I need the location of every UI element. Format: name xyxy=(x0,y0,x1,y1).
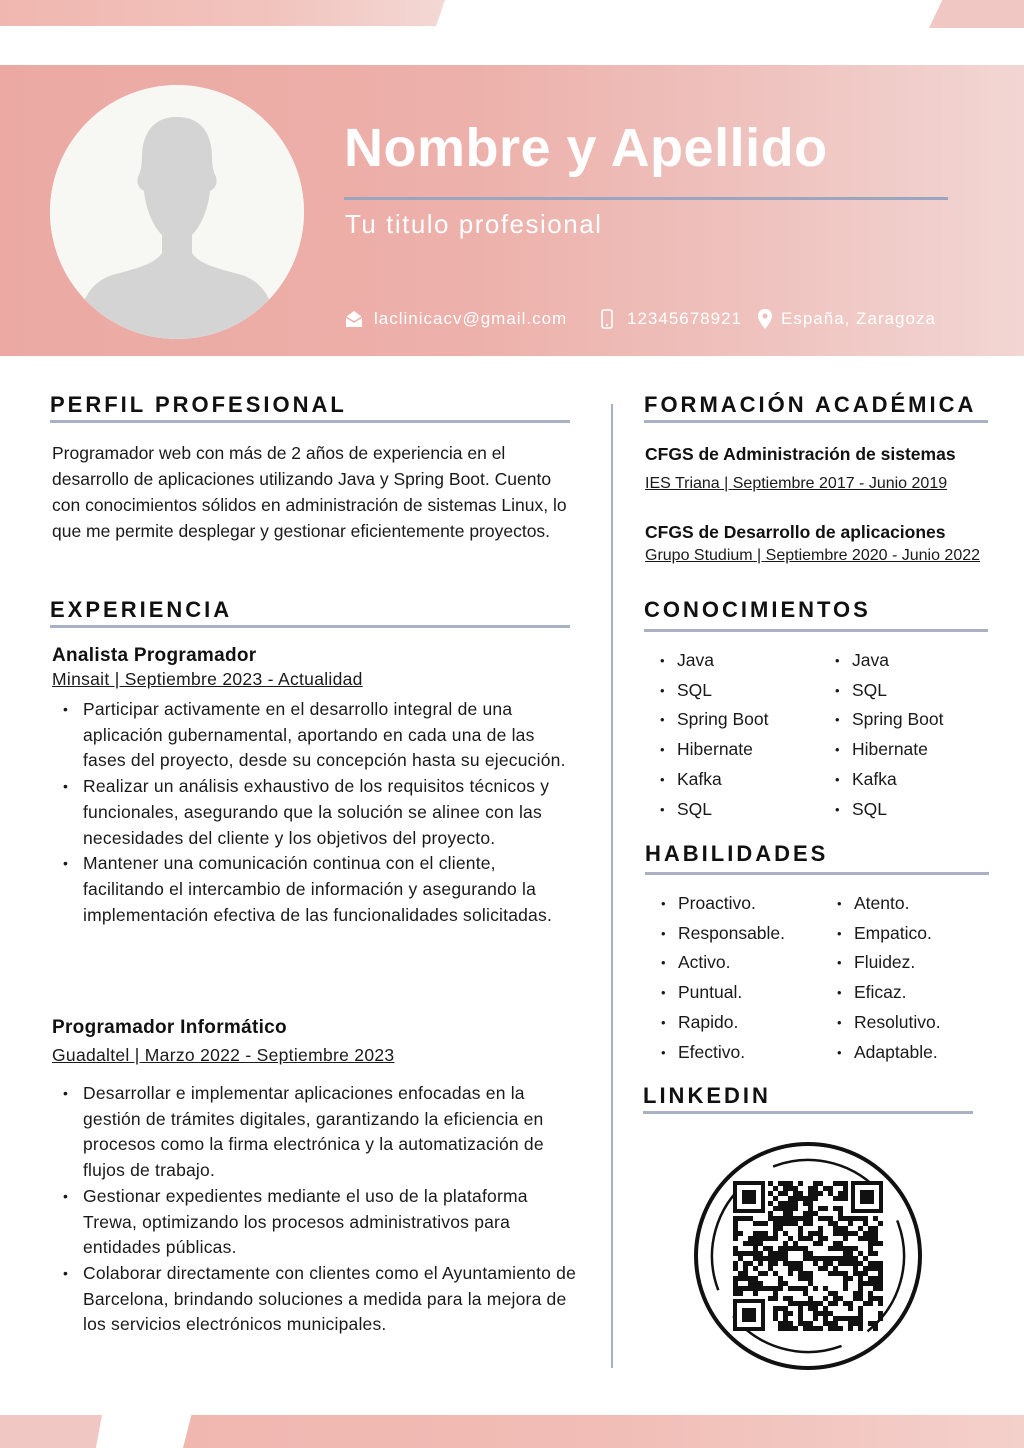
list-item: • Responsable. xyxy=(661,919,785,949)
list-item: • Rapido. xyxy=(661,1008,785,1038)
job-bullets xyxy=(52,697,577,928)
email-text: laclinicacv@gmail.com xyxy=(374,309,568,328)
list-item: • Gestionar expedientes mediante el uso de la plataforma Trewa, optimizando los procesos administrativos para entidades públicas. xyxy=(52,1184,577,1261)
list-item: • SQL xyxy=(835,676,943,706)
profile-text: Programador web con más de 2 años de experiencia en el desarrollo de aplicaciones utilizando Java y Spring Boot. Cuento con conocimientos sólidos en administración de sistemas Linux, lo que me permite desplegar y gestionar eficientemente proyectos. xyxy=(52,443,567,541)
list-item: • Kafka xyxy=(835,765,943,795)
list-item: • SQL xyxy=(660,676,768,706)
list-item: • Spring Boot xyxy=(660,705,768,735)
job-bullets xyxy=(52,1081,577,1338)
job-company-dates: Minsait | Septiembre 2023 - Actualidad xyxy=(52,669,363,689)
list-item: • Kafka xyxy=(660,765,768,795)
contact-phone[interactable] xyxy=(597,307,742,331)
experience-heading: EXPERIENCIA xyxy=(50,597,233,622)
knowledge-list-col2 xyxy=(835,646,943,824)
list-item: • Puntual. xyxy=(661,978,785,1008)
profile-photo xyxy=(50,85,304,339)
contact-location xyxy=(757,307,936,331)
list-item: • Hibernate xyxy=(835,735,943,765)
skills-list-col2 xyxy=(837,889,941,1067)
education-title: CFGS de Administración de sistemas xyxy=(645,444,956,464)
list-item: • Spring Boot xyxy=(835,705,943,735)
list-item: • Colaborar directamente con clientes como el Ayuntamiento de Barcelona, brindando soluciones a medida para la mejora de los servicios electrónicos municipales. xyxy=(52,1261,577,1338)
list-item: • Resolutivo. xyxy=(837,1008,941,1038)
list-item: • Efectivo. xyxy=(661,1038,785,1068)
phone-text: 12345678921 xyxy=(627,309,743,328)
list-item: • Atento. xyxy=(837,889,941,919)
education-heading: FORMACIÓN ACADÉMICA xyxy=(644,392,977,417)
education-institution-dates: Grupo Studium | Septiembre 2020 - Junio 2022 xyxy=(645,547,981,564)
skills-rule xyxy=(645,872,989,875)
list-item: • SQL xyxy=(660,795,768,825)
list-item: • Realizar un análisis exhaustivo de los requisitos técnicos y funcionales, asegurando que la solución se alinee con las necesidades del cliente y los objetivos del proyecto. xyxy=(52,774,577,851)
job-company-dates: Guadaltel | Marzo 2022 - Septiembre 2023 xyxy=(52,1045,395,1065)
knowledge-heading: CONOCIMIENTOS xyxy=(644,597,871,622)
decor-bar-top-left xyxy=(0,0,445,26)
decor-bar-bottom-left xyxy=(0,1415,102,1448)
decor-bar-bottom-right xyxy=(183,1415,1024,1448)
skills-list-col1 xyxy=(661,889,785,1067)
list-item: • Hibernate xyxy=(660,735,768,765)
skills-heading: HABILIDADES xyxy=(645,841,829,866)
list-item: • Java xyxy=(660,646,768,676)
title-divider xyxy=(344,197,948,200)
contact-email[interactable] xyxy=(344,307,567,331)
education-rule xyxy=(644,420,988,423)
knowledge-rule xyxy=(644,629,988,632)
qr-code-icon xyxy=(693,1141,923,1371)
job-title: Programador Informático xyxy=(52,1017,287,1038)
linkedin-heading: LINKEDIN xyxy=(643,1083,771,1108)
experience-rule xyxy=(50,625,570,628)
column-divider xyxy=(611,404,613,1368)
profile-heading: PERFIL PROFESIONAL xyxy=(50,392,347,417)
location-text: España, Zaragoza xyxy=(781,309,936,328)
list-item: • Participar activamente en el desarrollo integral de una aplicación gubernamental, aportando en cada una de las fases del proyecto, desde su concepción hasta su ejecución. xyxy=(52,697,577,774)
list-item: • Fluidez. xyxy=(837,948,941,978)
location-pin-icon xyxy=(757,309,773,329)
list-item: • Eficaz. xyxy=(837,978,941,1008)
phone-icon xyxy=(597,309,617,329)
profile-rule xyxy=(50,420,570,423)
linkedin-qr-code[interactable] xyxy=(693,1141,923,1371)
list-item: • Desarrollar e implementar aplicaciones enfocadas en la gestión de trámites digitales, garantizando la eficiencia en procesos como la firma electrónica y la automatización de flujos de trabajo. xyxy=(52,1081,577,1184)
job-title: Analista Programador xyxy=(52,645,257,666)
list-item: • Adaptable. xyxy=(837,1038,941,1068)
list-item: • Java xyxy=(835,646,943,676)
list-item: • Proactivo. xyxy=(661,889,785,919)
list-item: • Activo. xyxy=(661,948,785,978)
list-item: • SQL xyxy=(835,795,943,825)
envelope-icon xyxy=(344,309,364,329)
list-item: • Mantener una comunicación continua con el cliente, facilitando el intercambio de información y asegurando la implementación efectiva de las funcionalidades solicitadas. xyxy=(52,851,577,928)
professional-title: Tu titulo profesional xyxy=(345,209,603,239)
list-item: • Empatico. xyxy=(837,919,941,949)
decor-bar-top-right xyxy=(929,0,1024,28)
person-silhouette-icon xyxy=(50,85,304,339)
knowledge-list-col1 xyxy=(660,646,768,824)
candidate-name: Nombre y Apellido xyxy=(344,118,828,178)
education-institution-dates: IES Triana | Septiembre 2017 - Junio 2019 xyxy=(645,475,948,492)
linkedin-rule xyxy=(643,1111,973,1114)
education-title: CFGS de Desarrollo de aplicaciones xyxy=(645,522,946,542)
